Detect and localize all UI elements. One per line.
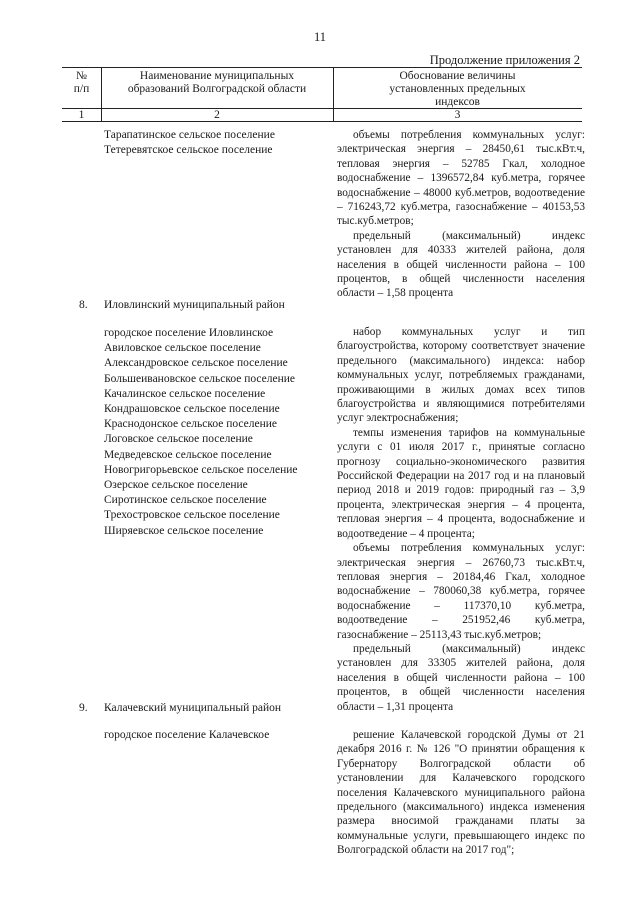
header-col2-line2: образований Волгоградской области <box>127 83 307 95</box>
table-top-border <box>62 67 582 68</box>
district-name: Калачевский муниципальный район <box>104 702 282 714</box>
settlement-list <box>104 326 298 539</box>
list-item: Логовское сельское поселение <box>104 433 253 446</box>
header-col1-line1: № <box>76 70 87 82</box>
list-item: Медведевское сельское поселение <box>104 448 272 461</box>
header-col1 <box>62 70 101 96</box>
paragraph: решение Калачевской городской Думы от 21 декабря 2016 г. № 126 "О принятии обращения к Губернатору Волгоградской области об установлении для Калачевского городского поселения Калачевского муниципального района предельного (максимального) индекса изменения размера вносимой гражданами платы за коммунальные услуги, превышающего индекс по Волгоградской области на 2017 год"; <box>337 729 585 857</box>
header-col3-line2: установленных предельных <box>389 83 526 95</box>
paragraph: предельный (максимальный) индекс установлен для 33305 жителей района, доля населения в общей численности района – 100 процентов, в общей численности населения области – 1,31 процента <box>337 642 585 713</box>
paragraph: набор коммунальных услуг и тип благоустройства, которому соответствует значение предельного (максимального) индекса: набор коммунальных услуг, потребляемых гражданами, проживающими в жилых домах всех типов благоустройства и являющимися потребителями услуг электроснабжения; <box>337 326 585 425</box>
list-item: Новогригорьевское сельское поселение <box>104 463 298 476</box>
header-col1-line2: п/п <box>73 83 90 95</box>
paragraph: темпы изменения тарифов на коммунальные услуги с 01 июля 2017 г., принятые согласно прогнозу социально-экономического развития Российской Федерации на 2017 год и на плановый период 2018 и 2019 годов: природный газ – 3,9 процента, электрическая энергия – 4 процента, тепловая энергия – 4 процента, водоснабжение и водоотведение – 4 процента; <box>337 426 585 540</box>
column-number-1: 1 <box>78 109 85 121</box>
column-number-2: 2 <box>214 109 220 121</box>
list-item: Ширяевское сельское поселение <box>104 524 264 537</box>
list-item: Трехостровское сельское поселение <box>104 509 280 522</box>
column-number-3: 3 <box>454 109 461 121</box>
list-item: городское поселение Иловлинское <box>104 327 274 339</box>
list-item: Краснодонское сельское поселение <box>104 418 278 431</box>
list-item: Озерское сельское поселение <box>104 479 248 492</box>
header-col2-line1: Наименование муниципальных <box>139 70 295 82</box>
numbers-divider <box>62 121 582 122</box>
header-col3-line3: индексов <box>435 96 480 108</box>
paragraph: объемы потребления коммунальных услуг: электрическая энергия – 26760,73 тыс.кВт.ч, тепловая энергия – 20184,46 Гкал, холодное водоснабжение – 780060,38 куб.метра, горячее водоснабжение – 117370,10 куб.метра, водоотведение – 251952,46 куб.метра, газоснабжение – 25113,43 тыс.куб.метров; <box>337 542 585 641</box>
list-item: Качалинское сельское поселение <box>104 387 266 400</box>
header-col2 <box>101 70 333 96</box>
list-item: Большеивановское сельское поселение <box>104 372 296 385</box>
list-item: Сиротинское сельское поселение <box>104 494 267 507</box>
paragraph: предельный (максимальный) индекс установлен для 40333 жителей района, доля населения в общей численности района – 100 процентов, в общей численности населения области – 1,58 процента <box>337 229 585 300</box>
justification-text <box>337 325 585 714</box>
continuation-caption: Продолжение приложения 2 <box>429 53 580 67</box>
settlement-name: городское поселение Калачевское <box>104 729 270 741</box>
list-item: Тетеревятское сельское поселение <box>104 144 273 157</box>
list-item: Кондрашовское сельское поселение <box>104 403 280 416</box>
settlement-list <box>104 128 275 158</box>
list-item: Тарапатинское сельское поселение <box>104 129 275 141</box>
list-item: Авиловское сельское поселение <box>104 342 261 355</box>
list-item: Александровское сельское поселение <box>104 357 288 370</box>
paragraph: объемы потребления коммунальных услуг: электрическая энергия – 28450,61 тыс.кВт.ч, тепловая энергия – 52785 Гкал, холодное водоснабжение – 1396572,84 куб.метра, горячее водоснабжение – 48000 куб.метров, водоотведение – 716243,72 куб.метра, газоснабжение – 40153,53 тыс.куб.метров; <box>337 129 585 228</box>
header-col3 <box>333 70 582 109</box>
page-number: 11 <box>313 30 327 44</box>
row-number: 9. <box>79 702 88 714</box>
header-col3-line1: Обоснование величины <box>399 70 516 82</box>
justification-text <box>337 128 585 301</box>
row-number: 8. <box>79 299 88 311</box>
district-name: Иловлинский муниципальный район <box>104 299 285 311</box>
justification-text <box>337 728 585 858</box>
